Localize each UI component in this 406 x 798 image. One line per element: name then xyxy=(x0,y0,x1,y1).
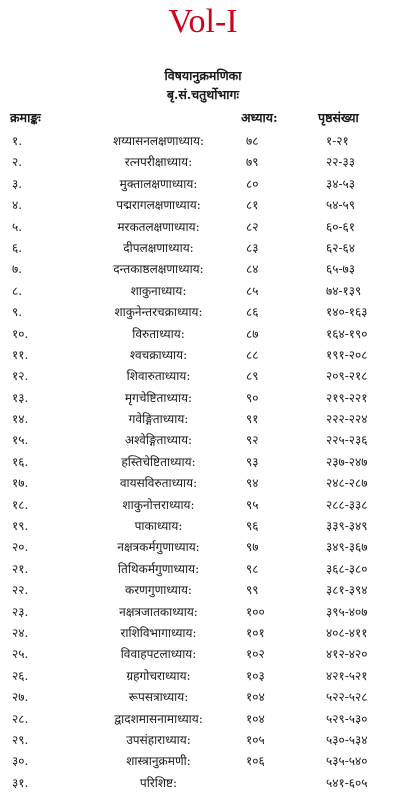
row-adhyaya-number: ९३ xyxy=(246,454,259,469)
row-number: ३०. xyxy=(12,754,29,769)
contents-table xyxy=(0,131,406,794)
row-chapter-name: विवाहपटलाध्याय: xyxy=(120,647,197,662)
row-chapter-name: मुक्तालक्षणाध्याय: xyxy=(119,176,198,191)
table-row xyxy=(0,324,406,345)
row-chapter-name: शिवारुताध्याय: xyxy=(126,369,191,384)
row-number: १७. xyxy=(12,476,29,491)
column-header-number: क्रमाङ्कः xyxy=(10,110,41,125)
row-adhyaya-number: ७९ xyxy=(246,155,259,170)
row-number: ९. xyxy=(12,305,23,320)
table-row xyxy=(0,195,406,216)
row-adhyaya-number: ८८ xyxy=(246,347,259,362)
row-chapter-name: परिशिष्ट: xyxy=(139,775,178,790)
table-row xyxy=(0,473,406,494)
row-chapter-name: रत्नपरीक्षाध्याय: xyxy=(124,155,193,170)
table-row xyxy=(0,666,406,687)
table-row xyxy=(0,174,406,195)
row-page-range: ३९५-४०७ xyxy=(326,604,368,619)
table-row xyxy=(0,580,406,601)
row-adhyaya-number: ८७ xyxy=(246,326,259,341)
row-chapter-name: शाकुनाध्याय: xyxy=(130,283,187,298)
row-chapter-name: शय्यासनलक्षणाध्याय: xyxy=(112,134,205,148)
row-chapter-name: नक्षत्रकर्मगुणाध्याय: xyxy=(117,540,200,555)
row-page-range: ३८१-३९४ xyxy=(326,583,368,598)
row-number: २७. xyxy=(12,690,29,705)
row-page-range: ३४९-३६७ xyxy=(326,540,368,555)
row-page-range: २२२-२२४ xyxy=(326,412,368,427)
row-adhyaya-number: ९६ xyxy=(246,519,259,534)
row-number: ४. xyxy=(12,198,23,213)
table-row xyxy=(0,345,406,366)
row-adhyaya-number: १०५ xyxy=(246,732,265,747)
contents-heading: विषयानुक्रमणिका xyxy=(164,68,242,83)
table-row xyxy=(0,281,406,302)
row-page-range: ६५-७३ xyxy=(326,262,356,277)
row-chapter-name: द्वादशमासनामाध्याय: xyxy=(114,711,203,726)
row-number: २०. xyxy=(12,540,29,555)
row-chapter-name: ग्रहगोचराध्याय: xyxy=(126,668,191,683)
row-number: २२. xyxy=(12,583,29,598)
row-adhyaya-number: ९४ xyxy=(246,476,259,491)
row-number: ३१. xyxy=(12,775,29,790)
row-adhyaya-number: ८४ xyxy=(246,262,259,277)
table-row xyxy=(0,537,406,558)
table-row xyxy=(0,388,406,409)
table-row xyxy=(0,430,406,451)
row-number: ६. xyxy=(12,240,23,255)
table-row xyxy=(0,452,406,473)
row-chapter-name: शास्त्रानुक्रमणी: xyxy=(126,754,191,769)
row-number: २६. xyxy=(12,668,29,683)
row-page-range: ५४१-६०५ xyxy=(326,775,368,790)
row-number: ३. xyxy=(12,176,23,191)
row-page-range: २२-३३ xyxy=(326,155,356,170)
row-adhyaya-number: ८६ xyxy=(246,305,259,320)
row-page-range: ६२-६४ xyxy=(326,240,356,255)
row-number: १. xyxy=(12,134,23,148)
row-page-range: १-२१ xyxy=(326,134,349,148)
row-adhyaya-number: ९२ xyxy=(246,433,259,448)
row-adhyaya-number: ९७ xyxy=(246,540,259,555)
row-adhyaya-number: ९५ xyxy=(246,497,259,512)
table-row xyxy=(0,131,406,152)
row-chapter-name: करणगुणाध्याय: xyxy=(125,583,192,598)
table-row xyxy=(0,516,406,537)
row-chapter-name: वायसविरुताध्याय: xyxy=(119,476,198,491)
row-number: १८. xyxy=(12,497,29,512)
row-page-range: ३३९-३४९ xyxy=(326,519,368,534)
row-page-range: ५२२-५२८ xyxy=(326,690,368,705)
row-chapter-name: हस्तिचेष्टिताध्याय: xyxy=(121,454,196,469)
row-chapter-name: रूपसत्राध्याय: xyxy=(128,690,189,705)
row-number: १२. xyxy=(12,369,29,384)
row-adhyaya-number: ७८ xyxy=(246,134,259,148)
row-number: ७. xyxy=(12,262,23,277)
row-adhyaya-number: ८९ xyxy=(246,369,259,384)
table-row xyxy=(0,559,406,580)
row-adhyaya-number: ८० xyxy=(246,176,259,191)
table-row xyxy=(0,623,406,644)
row-page-range: १४०-१६३ xyxy=(326,305,368,320)
row-adhyaya-number: १०१ xyxy=(246,625,265,640)
row-number: ११. xyxy=(12,347,29,362)
row-number: ८. xyxy=(12,283,23,298)
row-page-range: ४१२-४२० xyxy=(326,647,368,662)
row-chapter-name: मृगचेष्टिताध्याय: xyxy=(124,390,193,405)
row-page-range: ४०८-४११ xyxy=(326,625,368,640)
row-adhyaya-number: १०२ xyxy=(246,647,265,662)
row-page-range: ६०-६१ xyxy=(326,219,356,234)
table-row xyxy=(0,366,406,387)
table-row xyxy=(0,495,406,516)
column-header-pages: पृष्ठसंख्या xyxy=(318,110,359,125)
row-page-range: २३७-२४७ xyxy=(326,454,368,469)
row-adhyaya-number: ८५ xyxy=(246,283,259,298)
row-number: १९. xyxy=(12,519,29,534)
row-adhyaya-number: १०६ xyxy=(246,754,265,769)
table-row xyxy=(0,302,406,323)
row-adhyaya-number: ९९ xyxy=(246,583,259,598)
table-row xyxy=(0,217,406,238)
row-number: १४. xyxy=(12,412,29,427)
row-page-range: ७४-१३९ xyxy=(326,283,362,298)
row-adhyaya-number: ९० xyxy=(246,390,259,405)
row-number: २४. xyxy=(12,625,29,640)
row-page-range: ५३५-५४० xyxy=(326,754,368,769)
row-chapter-name: पद्मरागलक्षणाध्याय: xyxy=(116,198,201,213)
row-number: ५. xyxy=(12,219,23,234)
row-number: १०. xyxy=(12,326,29,341)
row-adhyaya-number: १०४ xyxy=(246,690,265,705)
column-header-adhyaya: अध्याय: xyxy=(241,110,278,125)
row-chapter-name: अश्वेङ्गिताध्याय: xyxy=(124,433,193,448)
row-chapter-name: दन्तकाष्ठलक्षणाध्याय: xyxy=(113,262,204,277)
row-page-range: २८८-३३८ xyxy=(326,497,368,512)
row-page-range: २१९-२२१ xyxy=(326,390,368,405)
table-row xyxy=(0,687,406,708)
row-number: २९. xyxy=(12,732,29,747)
row-page-range: १६४-१९० xyxy=(326,326,368,341)
table-row xyxy=(0,602,406,623)
row-adhyaya-number: १०० xyxy=(246,604,265,619)
table-row xyxy=(0,773,406,794)
row-number: २५. xyxy=(12,647,29,662)
table-row xyxy=(0,238,406,259)
row-number: १६. xyxy=(12,454,29,469)
row-chapter-name: शाकुनोत्तराध्याय: xyxy=(122,497,195,512)
table-row xyxy=(0,751,406,772)
row-chapter-name: मरकतलक्षणाध्याय: xyxy=(117,219,200,234)
row-adhyaya-number: ८२ xyxy=(246,219,259,234)
row-page-range: ५३०-५३४ xyxy=(326,732,368,747)
row-chapter-name: शाकुनेन्तरचक्राध्याय: xyxy=(114,305,203,320)
row-number: १५. xyxy=(12,433,29,448)
row-chapter-name: राशिविभागाध्याय: xyxy=(120,625,197,640)
row-adhyaya-number: ८१ xyxy=(246,198,259,213)
table-row xyxy=(0,644,406,665)
contents-subheading: बृ.सं.चतुर्थोभागः xyxy=(166,87,240,102)
row-page-range: २२५-२३६ xyxy=(326,433,368,448)
row-page-range: १९१-२०८ xyxy=(326,347,368,362)
row-page-range: ३४-५३ xyxy=(326,176,356,191)
table-row xyxy=(0,409,406,430)
table-row xyxy=(0,709,406,730)
row-adhyaya-number: ८३ xyxy=(246,240,259,255)
row-adhyaya-number: १०४ xyxy=(246,711,265,726)
row-number: २. xyxy=(12,155,23,170)
row-chapter-name: गवेङ्गिताध्याय: xyxy=(128,412,189,427)
row-chapter-name: श्वचक्राध्याय: xyxy=(129,347,188,362)
row-chapter-name: विरुताध्याय: xyxy=(132,326,185,341)
row-chapter-name: पाकाध्याय: xyxy=(134,519,183,534)
row-number: १३. xyxy=(12,390,29,405)
row-page-range: २०९-२१८ xyxy=(326,369,368,384)
row-chapter-name: दीपलक्षणाध्याय: xyxy=(123,240,194,255)
table-row xyxy=(0,730,406,751)
row-adhyaya-number: १०३ xyxy=(246,668,265,683)
row-page-range: २४८-२८७ xyxy=(326,476,368,491)
row-chapter-name: तिथिकर्मगुणाध्याय: xyxy=(117,561,200,576)
row-page-range: ४२१-५२१ xyxy=(326,668,368,683)
row-adhyaya-number: ९८ xyxy=(246,561,259,576)
row-number: २३. xyxy=(12,604,29,619)
volume-title: Vol-I xyxy=(168,3,238,40)
row-page-range: ३६८-३८० xyxy=(326,561,368,576)
row-number: २१. xyxy=(12,561,29,576)
row-number: २८. xyxy=(12,711,29,726)
row-page-range: ५२९-५३० xyxy=(326,711,368,726)
row-adhyaya-number: ९१ xyxy=(246,412,259,427)
table-row xyxy=(0,259,406,280)
row-page-range: ५४-५९ xyxy=(326,198,356,213)
table-row xyxy=(0,152,406,173)
row-chapter-name: उपसंहाराध्याय: xyxy=(126,732,191,747)
row-chapter-name: नक्षत्रजातकाध्याय: xyxy=(119,604,198,619)
